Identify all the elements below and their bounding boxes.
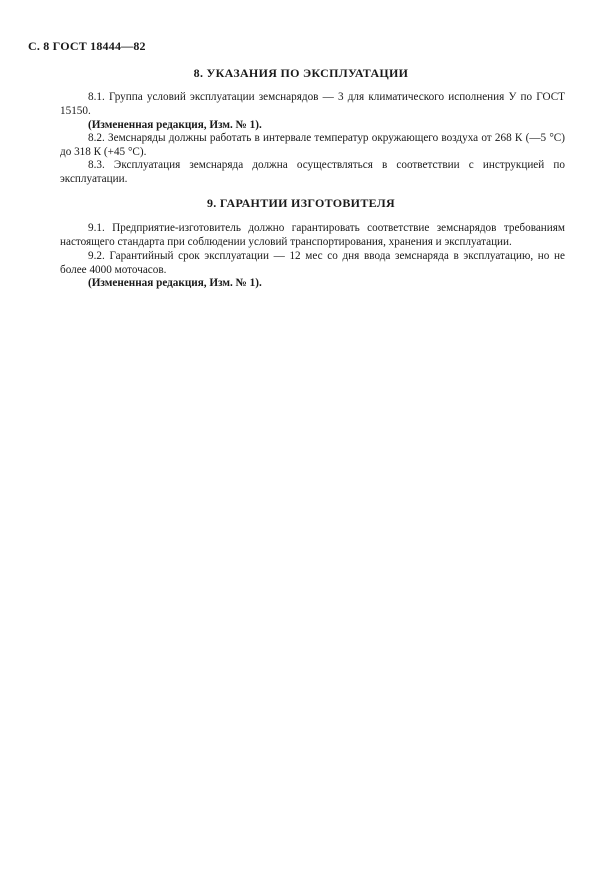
paragraph-9-2 [60,250,565,277]
paragraph-9-1-text: 9.1. Предприятие-изготовитель должно гарантировать соответствие земснарядов требованиям настоящего стандарта при соблюдении условий транспортирования, хранения и эксплуатации. [60,222,565,248]
page-header: С. 8 ГОСТ 18444—82 [28,39,146,53]
paragraph-9-2-text: 9.2. Гарантийный срок эксплуатации — 12 мес со дня ввода земснаряда в эксплуатацию, но не более 4000 моточасов. [60,250,565,276]
paragraph-8-3-text: 8.3. Эксплуатация земснаряда должна осуществляться в соответствии с инструкцией по эксплуатации. [60,159,565,185]
paragraph-8-2-text: 8.2. Земснаряды должны работать в интервале температур окружающего воздуха от 268 К (—5 °С) до 318 К (+45 °С). [60,132,565,158]
paragraph-8-3 [60,159,565,186]
paragraph-9-1 [60,222,565,249]
section-8-title: 8. УКАЗАНИЯ ПО ЭКСПЛУАТАЦИИ [193,66,409,80]
revision-note-9-2: (Измененная редакция, Изм. № 1). [88,277,262,289]
section-9-title: 9. ГАРАНТИИ ИЗГОТОВИТЕЛЯ [207,196,395,210]
paragraph-8-1-text: 8.1. Группа условий эксплуатации земснарядов — 3 для климатического исполнения У по ГОСТ 15150. [60,91,565,117]
paragraph-8-2 [60,132,565,159]
paragraph-8-1 [60,91,565,118]
revision-note-8-1: (Измененная редакция, Изм. № 1). [88,119,262,131]
